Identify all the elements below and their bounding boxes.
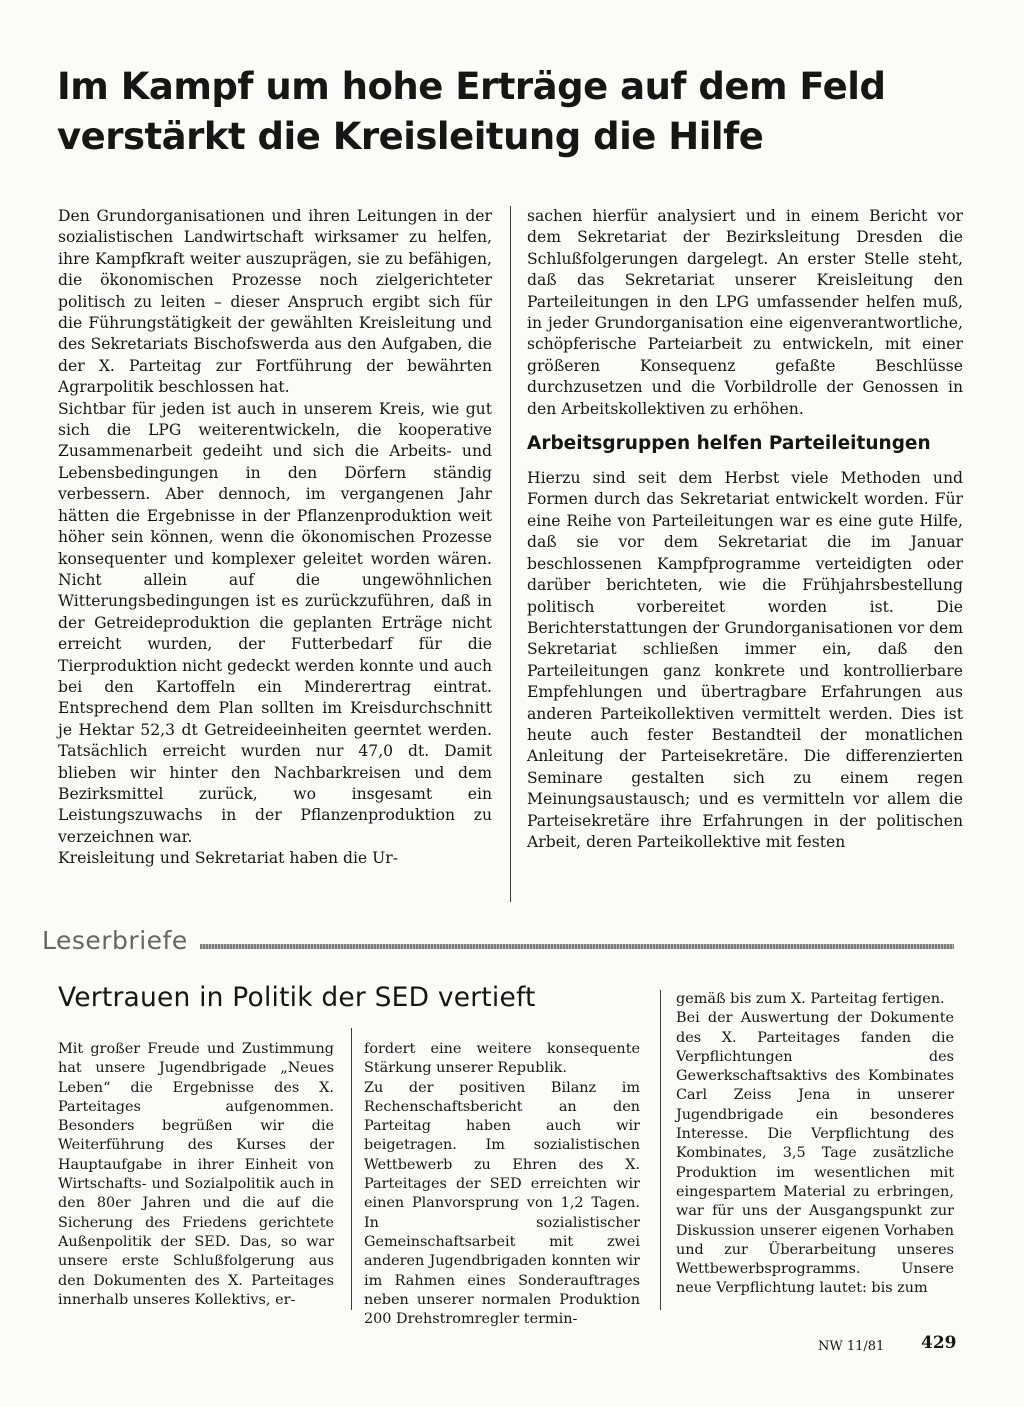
column-divider bbox=[660, 990, 661, 1310]
letter-paragraph: Zu der positiven Bilanz im Rechenschaftsbericht an den Parteitag haben auch wir beigetragen. Im sozialistischen Wettbewerb zu Ehren des X. Parteitages der SED erreichten wir einen Planvorsprung von 1,2 Tagen. In sozialistischer Gemeinschaftsarbeit mit zwei anderen Jugendbrigaden konnten wir im Rahmen eines Sonderauftrages neben unserer normalen Produktion 200 Drehstromregler termin- bbox=[364, 1079, 640, 1328]
letter-column-2 bbox=[364, 1040, 640, 1329]
section-label: Leserbriefe bbox=[42, 926, 188, 955]
column-divider bbox=[351, 1028, 352, 1310]
letter-paragraph: gemäß bis zum X. Parteitag fertigen. bbox=[676, 991, 945, 1007]
letter-title: Vertrauen in Politik der SED vertieft bbox=[58, 982, 536, 1013]
article-column-1 bbox=[58, 206, 492, 870]
letter-paragraph: Bei der Auswertung der Dokumente des X. Parteitages fanden die Verpflichtungen des Gewerkschaftsaktivs des Kombinates Carl Zeiss Jena in unserer Jugendbrigade ein besonderes Interesse. Die Verpflichtung des Kombinates, 3,5 Tage zusätzliche Produktion im wesentlichen mit eingespartem Material zu erbringen, war für uns der Ausgangspunkt zur Diskussion unserer eigenen Vorhaben und zur Überarbeitung unseres Wettbewerbsprogramms. Unsere neue Verpflichtung lautet: bis zum bbox=[676, 1010, 954, 1297]
section-rule bbox=[200, 944, 954, 949]
letter-paragraph: Mit großer Freude und Zustimmung hat unsere Jugendbrigade „Neues Leben“ die Ergebnisse des X. Parteitages aufgenommen. Besonders begrüßen wir die Weiterführung des Kurses der Hauptaufgabe in ihrer Einheit von Wirtschafts- und Sozialpolitik auch in den 80er Jahren und die auf die Sicherung des Friedens gerichtete Außenpolitik der SED. Das, so war unsere erste Schlußfolgerung aus den Dokumenten des X. Parteitages innerhalb unseres Kollektivs, er- bbox=[58, 1041, 334, 1308]
letter-column-3 bbox=[676, 990, 954, 1299]
article-headline: Im Kampf um hohe Erträge auf dem Feld verstärkt die Kreisleitung die Hilfe bbox=[57, 65, 886, 158]
letter-paragraph: fordert eine weitere konsequente Stärkung unserer Republik. bbox=[364, 1041, 640, 1077]
article-paragraph: Sichtbar für jeden ist auch in unserem Kreis, wie gut sich die LPG weiterentwickeln, die kooperative Zusammenarbeit gedeiht und sich die Arbeits- und Lebensbedingungen in den Dörfern ständig verbessern. Aber dennoch, im vergangenen Jahr hätten die Ergebnisse in der Pflanzenproduktion weit höher sein können, wenn die ökonomischen Prozesse konsequenter und komplexer geleitet worden wären. Nicht allein auf die ungewöhnlichen Witterungsbedingungen ist es zurückzuführen, daß in der Getreideproduktion die geplanten Erträge nicht erreicht wurden, der Futterbedarf für die Tierproduktion nicht gedeckt werden konnte und auch bei den Kartoffeln ein Minderertrag eintrat. Entsprechend dem Plan sollten im Kreisdurchschnitt je Hektar 52,3 dt Getreideeinheiten geerntet werden. Tatsächlich erreicht wurden nur 47,0 dt. Damit blieben wir hinter den Nachbarkreisen und dem Bezirksmittel zurück, wo insgesamt ein Leistungszuwachs in der Pflanzenproduktion zu verzeichnen war. bbox=[58, 399, 492, 846]
subheading: Arbeitsgruppen helfen Parteileitungen bbox=[527, 433, 931, 455]
letter-column-1 bbox=[58, 1040, 334, 1310]
article-paragraph: sachen hierfür analysiert und in einem Bericht vor dem Sekretariat der Bezirksleitung Dresden die Schlußfolgerungen dargelegt. An erster Stelle steht, daß das Sekretariat unserer Kreisleitung den Parteileitungen in den LPG umfassender helfen muß, in jeder Grundorganisation eine eigenverantwortliche, schöpferische Parteiarbeit zu entwickeln, mit einer größeren Konsequenz gefaßte Beschlüsse durchzusetzen und die Vorbildrolle der Genossen in den Arbeitskollektiven zu erhöhen. bbox=[527, 207, 963, 418]
page-number: 429 bbox=[921, 1333, 957, 1353]
article-column-2 bbox=[527, 206, 963, 853]
issue-number: NW 11/81 bbox=[818, 1339, 885, 1354]
column-divider bbox=[510, 206, 511, 902]
article-paragraph: Den Grundorganisationen und ihren Leitungen in der sozialistischen Landwirtschaft wirksamer zu helfen, ihre Kampfkraft weiter auszuprägen, sie zu befähigen, die ökonomischen Prozesse noch zielgerichteter politisch zu leiten – dieser Anspruch ergibt sich für die Führungstätigkeit der gewählten Kreisleitung und des Sekretariats Bischofswerda aus den Aufgaben, die der X. Parteitag zur Fortführung der bewährten Agrarpolitik beschlossen hat. bbox=[58, 207, 492, 397]
article-paragraph: Kreisleitung und Sekretariat haben die Ur- bbox=[58, 849, 398, 868]
article-paragraph: Hierzu sind seit dem Herbst viele Methoden und Formen durch das Sekretariat entwickelt worden. Für eine Reihe von Parteileitungen war es eine gute Hilfe, daß sie vor dem Sekretariat die im Januar beschlossenen Kampfprogramme verteidigten oder darüber berichteten, wie die Frühjahrsbestellung politisch vorbereitet worden ist. Die Berichterstattungen der Grundorganisationen vor dem Sekretariat schließen immer ein, daß den Parteileitungen ganz konkrete und kontrollierbare Empfehlungen und übertragbare Erfahrungen aus anderen Parteikollektiven vermittelt werden. Dies ist heute auch fester Bestandteil der monatlichen Anleitung der Parteisekretäre. Die differenzierten Seminare gestalten sich zu einem regen Meinungsaustausch; und es vermitteln vor allem die Parteisekretäre ihre Erfahrungen in der politischen Arbeit, deren Parteikollektive mit festen bbox=[527, 469, 963, 851]
